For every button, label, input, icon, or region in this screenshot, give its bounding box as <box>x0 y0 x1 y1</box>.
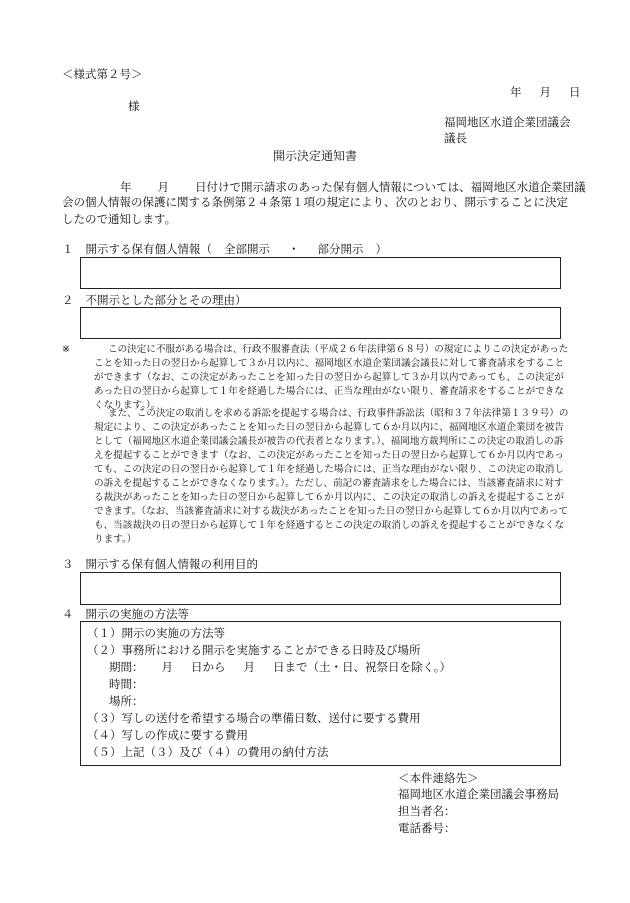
period-month-start: 月 <box>161 660 173 674</box>
section4-label: 開示の実施の方法等 <box>85 607 189 621</box>
section2-input-box[interactable] <box>80 307 561 339</box>
note-paragraph-lawsuit: また、この決定の取消しを求める訴訟を提起する場合は、行政事件訴訟法（昭和３７年法律第１３９号）の規定により、この決定があったことを知った日の翌日から起算して６か月以内に、福岡地区水道企業団を被告として（福岡地区水道企業団議会議長が被告の代表者となります。）、福岡地方裁判所にこの決定の取消しの訴えを提起することができます（なお、この決定があったことを知った日の翌日から起算して６か月以内であっても、この決定の日の翌日から起算して１年を経過した場合には、正当な理由がない限り、この決定の取消しの訴えを提起することができなくなります。）。ただし、前記の審査請求をした場合には、当該審査請求に対する裁決があったことを知った日の翌日から起算して６か月以内に、この決定の取消しの訴えを提起することができます。（なお、当該審査請求に対する裁決があったことを知った日の翌日から起算して６か月以内であっても、当該裁決の日の翌日から起算して１年を経過するとこの決定の取消しの訴えを提起することができなくなります。） <box>94 408 569 545</box>
period-from: 日から <box>191 660 226 674</box>
section1-input-box[interactable] <box>80 257 561 289</box>
contact-heading: ＜本件連絡先＞ <box>398 771 479 785</box>
date-month: 月 <box>539 85 551 99</box>
section1-label: 開示する保有個人情報（ <box>85 242 212 256</box>
intro-year: 年 <box>120 180 132 194</box>
section1-heading <box>62 241 387 257</box>
date-line <box>510 84 581 100</box>
period-to: 日まで（土・日、祝祭日を除く。） <box>273 660 452 674</box>
date-day: 日 <box>569 85 581 99</box>
intro-day-rest: 日付けで開示請求のあった保有個人情報については、福岡地区水道企業団議 <box>195 180 586 194</box>
section4-number: ４ <box>62 607 74 621</box>
intro-month: 月 <box>157 180 169 194</box>
section2-label: 不開示とした部分とその理由） <box>85 293 247 307</box>
section2-number: ２ <box>62 293 74 307</box>
contact-person-label: 担当者名： <box>398 804 456 818</box>
page-title: 開示決定通知書 <box>272 149 357 163</box>
intro-paragraph: 会の個人情報の保護に関する条例第２４条第１項の規定により、次のとおり、開示することに決定したので通知します。 <box>62 195 568 226</box>
method-item-2: （２）事務所における開示を実施することができる日時及び場所 <box>87 643 421 657</box>
section4-box[interactable] <box>80 621 561 766</box>
section3-number: ３ <box>62 557 74 571</box>
option-partial-disclosure: 部分開示 <box>317 242 364 256</box>
issuer-title: 議長 <box>444 131 467 145</box>
note-mark: ※ <box>62 344 71 355</box>
note-paragraph-appeal: この決定に不服がある場合は、行政不服審査法（平成２６年法律第６８号）の規定によりこの決定があったことを知った日の翌日から起算して３か月以内に、福岡地区水道企業団議会議長に対して審査請求をすることができます（なお、この決定があったことを知った日の翌日から起算して３か月以内であっても、この決定があった日の翌日から起算して１年を経過した場合には、正当な理由がない限り、審査請求をすることができなくなります。）。 <box>94 344 569 411</box>
section3-heading <box>62 556 258 572</box>
method-item-4: （４）写しの作成に要する費用 <box>87 728 248 742</box>
place-label: 場所： <box>109 694 144 708</box>
section3-label: 開示する保有個人情報の利用目的 <box>85 557 258 571</box>
section1-number: １ <box>62 242 74 256</box>
contact-office: 福岡地区水道企業団議会事務局 <box>398 787 559 801</box>
date-year: 年 <box>510 85 522 99</box>
period-month-end: 月 <box>243 660 255 674</box>
method-item-3: （３）写しの送付を希望する場合の準備日数、送付に要する費用 <box>87 711 421 725</box>
time-label: 時間： <box>109 677 144 691</box>
section2-heading <box>62 292 247 308</box>
method-item-1: （１）開示の実施の方法等 <box>87 626 225 640</box>
section1-close: ） <box>375 242 387 256</box>
intro-first-line <box>120 179 586 195</box>
issuer-org: 福岡地区水道企業団議会 <box>444 115 571 129</box>
contact-phone-label: 電話番号： <box>398 821 456 835</box>
recipient-honorific: 様 <box>128 99 140 113</box>
option-full-disclosure: 全部開示 <box>224 242 270 256</box>
period-line <box>109 659 451 675</box>
form-number: ＜様式第２号＞ <box>62 67 143 81</box>
period-label: 期間： <box>109 660 144 674</box>
method-item-5: （５）上記（３）及び（４）の費用の納付方法 <box>87 745 329 759</box>
section3-input-box[interactable] <box>80 572 561 605</box>
option-separator: ・ <box>288 242 300 256</box>
section4-heading <box>62 606 189 622</box>
